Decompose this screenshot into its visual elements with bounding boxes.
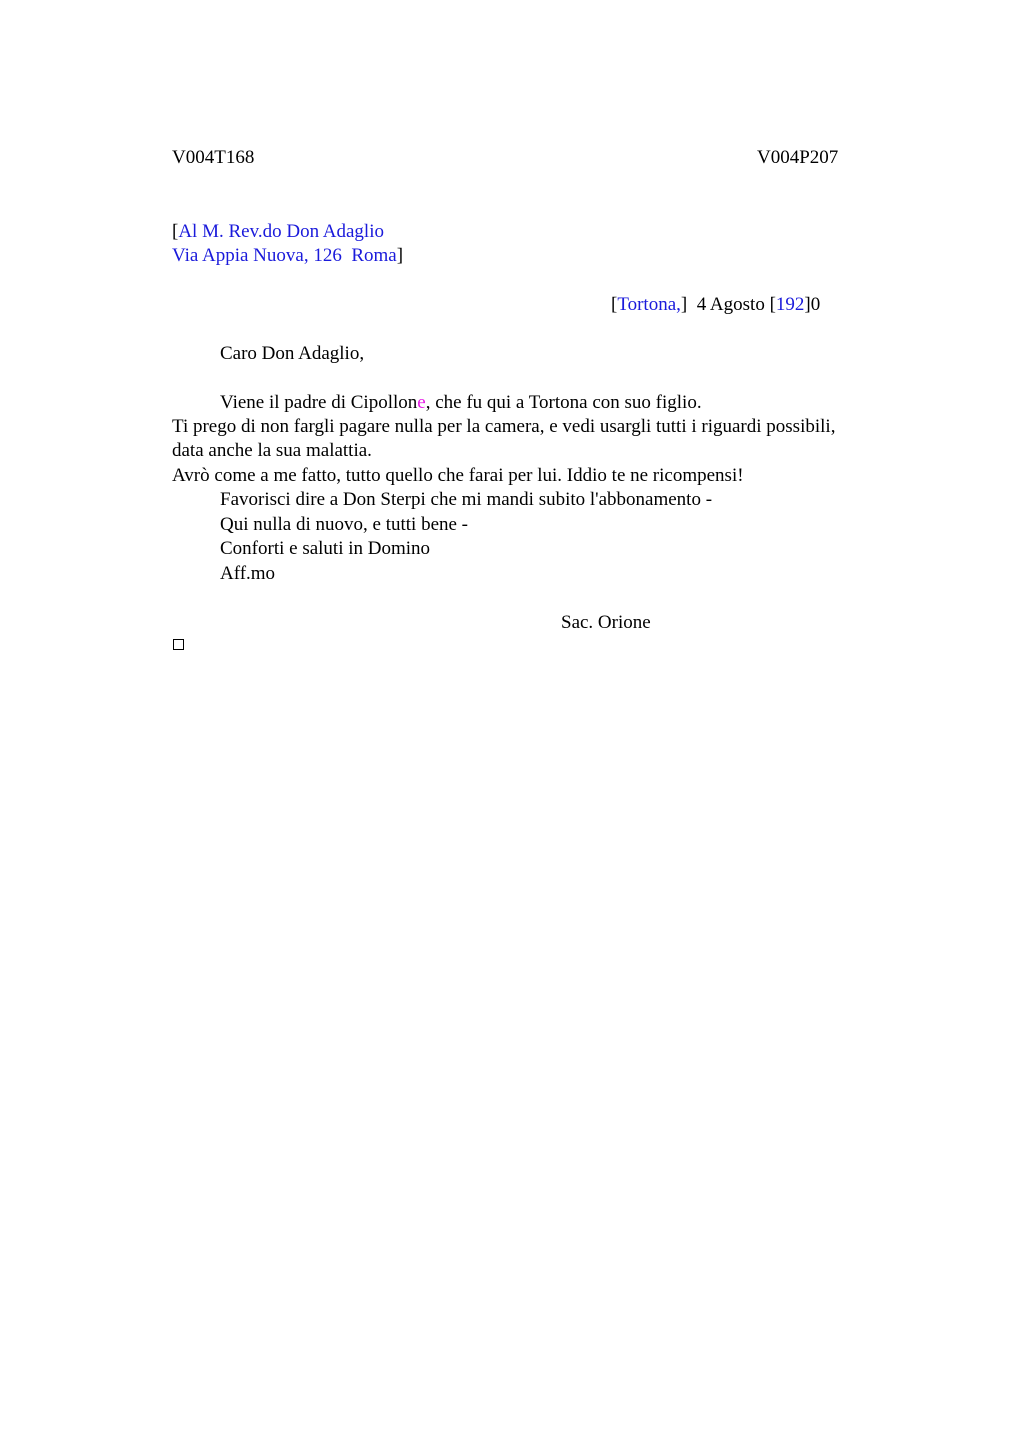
- dateline-year-end: 0: [810, 294, 821, 315]
- dateline-date: ] 4 Agosto: [680, 294, 770, 315]
- end-mark-box-icon: [173, 639, 184, 650]
- body-line-2: Ti prego di non fargli pagare nulla per la camera, e vedi usargli tutti i riguardi possibili,: [172, 416, 836, 437]
- body-line-6: Qui nulla di nuovo, e tutti bene -: [220, 514, 469, 535]
- salutation: Caro Don Adaglio,: [220, 343, 365, 364]
- document-code-right: V004P207: [757, 147, 839, 168]
- body-line-1-end: , che fu qui a Tortona con suo figlio.: [425, 392, 702, 413]
- address-close-bracket: ]: [396, 245, 404, 266]
- body-line-5: Favorisci dire a Don Sterpi che mi mandi subito l'abbonamento -: [220, 489, 713, 510]
- dateline-place: Tortona,: [617, 294, 681, 315]
- address-street: Via Appia Nuova, 126 Roma: [172, 245, 397, 266]
- address-open-bracket: [: [172, 221, 179, 242]
- body-line-1-start: Viene il padre di Cipollon: [220, 392, 418, 413]
- address-line-1: [172, 220, 384, 244]
- closing-aff: Aff.mo: [220, 563, 276, 584]
- address-line-2: [172, 244, 403, 268]
- dateline-year-open: [: [769, 294, 776, 315]
- dateline-year-editorial: 192: [775, 294, 805, 315]
- dateline: [611, 293, 820, 317]
- signature: Sac. Orione: [561, 612, 651, 633]
- document-code-left: V004T168: [172, 147, 255, 168]
- body-line-3: data anche la sua malattia.: [172, 440, 372, 461]
- body-line-4: Avrò come a me fatto, tutto quello che farai per lui. Iddio te ne ricompensi!: [172, 465, 744, 486]
- body-line-7: Conforti e saluti in Domino: [220, 538, 431, 559]
- address-recipient: Al M. Rev.do Don Adaglio: [178, 221, 384, 242]
- body-line-1: [220, 391, 702, 415]
- body-correction: e: [417, 392, 426, 413]
- dateline-open-bracket: [: [611, 294, 618, 315]
- dateline-year-close: ]: [804, 294, 811, 315]
